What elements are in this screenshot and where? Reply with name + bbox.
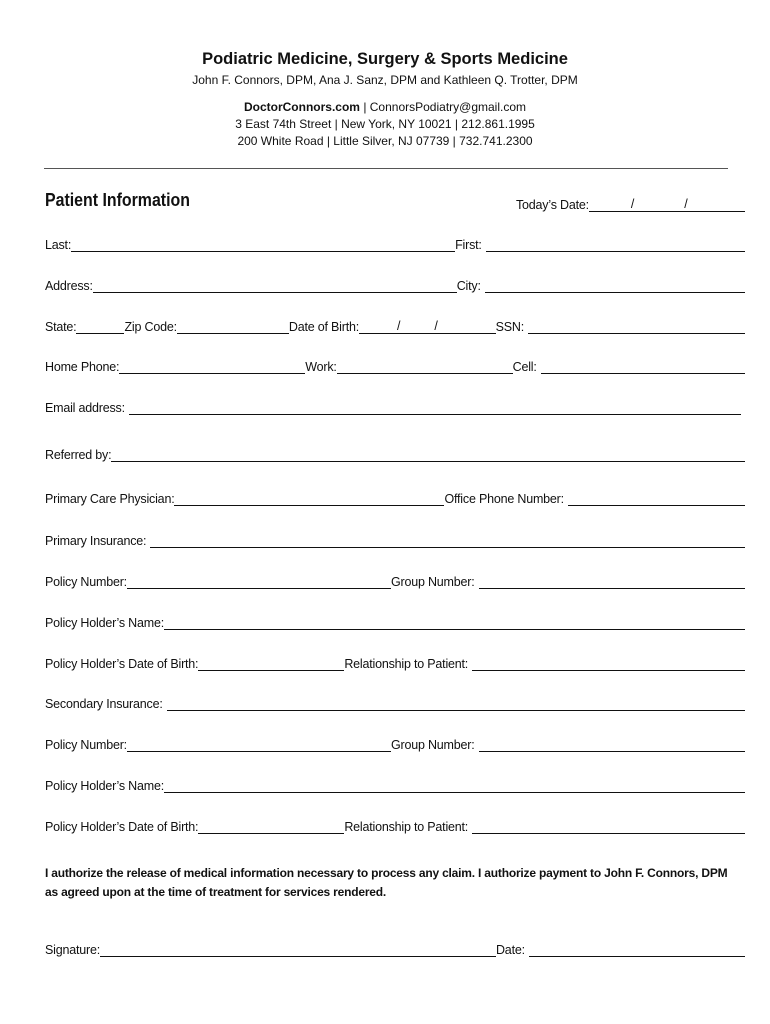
policy-holder-dob-label: Policy Holder’s Date of Birth:: [45, 657, 199, 671]
work-phone-label: Work:: [305, 360, 337, 374]
policy-number-label: Policy Number:: [45, 575, 127, 589]
todays-date-row: [516, 194, 745, 212]
referred-row: [45, 444, 745, 462]
address-new-york: 3 East 74th Street | New York, NY 10021 | 212.861.1995: [235, 117, 535, 131]
practice-title: Podiatric Medicine, Surgery & Sports Medicine: [202, 50, 568, 68]
email-label: Email address:: [45, 401, 125, 415]
office-phone-label: Office Phone Number:: [444, 492, 564, 506]
todays-date-day-field[interactable]: [634, 197, 684, 212]
home-phone-label: Home Phone:: [45, 360, 120, 374]
policy-holder-name-label: Policy Holder’s Name:: [45, 616, 164, 630]
secondary-holder-dob-row: [45, 816, 745, 834]
home-phone-field[interactable]: [119, 359, 305, 374]
relationship-label: Relationship to Patient:: [344, 657, 469, 671]
doctors-list: John F. Connors, DPM, Ana J. Sanz, DPM and Kathleen Q. Trotter, DPM: [192, 73, 578, 87]
primary-insurance-row: [45, 530, 745, 548]
state-field[interactable]: [76, 319, 124, 334]
primary-insurance-label: Primary Insurance:: [45, 534, 147, 548]
policy-holder-dob-label: Policy Holder’s Date of Birth:: [45, 820, 199, 834]
primary-relationship-field[interactable]: [472, 656, 745, 671]
primary-care-physician-field[interactable]: [174, 491, 444, 506]
policy-holder-name-label: Policy Holder’s Name:: [45, 779, 164, 793]
secondary-insurance-label: Secondary Insurance:: [45, 697, 163, 711]
secondary-policy-holder-name-field[interactable]: [164, 778, 745, 793]
office-phone-field[interactable]: [568, 491, 745, 506]
primary-group-number-field[interactable]: [479, 574, 746, 589]
state-zip-dob-ssn-row: [45, 316, 745, 334]
address-little-silver: 200 White Road | Little Silver, NJ 07739 | 732.741.2300: [237, 134, 533, 148]
secondary-policy-number-field[interactable]: [127, 737, 391, 752]
ssn-label: SSN:: [495, 320, 524, 334]
zip-code-field[interactable]: [177, 319, 289, 334]
signature-field[interactable]: [100, 942, 496, 957]
primary-policy-holder-dob-field[interactable]: [198, 656, 344, 671]
signature-row: [45, 939, 745, 957]
section-title: Patient Information: [45, 189, 190, 210]
phone-row: [45, 356, 745, 374]
work-phone-field[interactable]: [337, 359, 513, 374]
primary-policy-number-field[interactable]: [127, 574, 391, 589]
zip-code-label: Zip Code:: [124, 320, 177, 334]
policy-number-label: Policy Number:: [45, 738, 127, 752]
state-label: State:: [45, 320, 77, 334]
signature-date-label: Date:: [495, 943, 525, 957]
ssn-field[interactable]: [528, 319, 745, 334]
last-name-label: Last:: [45, 238, 72, 252]
secondary-insurance-field[interactable]: [167, 696, 745, 711]
first-name-label: First:: [455, 238, 482, 252]
date-slash: /: [397, 319, 401, 333]
address-label: Address:: [45, 279, 93, 293]
referred-by-label: Referred by:: [45, 448, 112, 462]
name-row: [45, 234, 745, 252]
dob-year-field[interactable]: [438, 319, 496, 334]
todays-date-year-field[interactable]: [687, 197, 745, 212]
header-divider: [44, 168, 728, 169]
primary-holder-dob-row: [45, 653, 745, 671]
primary-insurance-field[interactable]: [150, 533, 745, 548]
primary-holder-name-row: [45, 612, 745, 630]
relationship-label: Relationship to Patient:: [344, 820, 469, 834]
secondary-policy-row: [45, 734, 745, 752]
email-text: | ConnorsPodiatry@gmail.com: [359, 100, 527, 114]
secondary-insurance-row: [45, 693, 745, 711]
email-field[interactable]: [129, 400, 741, 415]
website-link[interactable]: DoctorConnors.com: [243, 100, 360, 114]
secondary-policy-holder-dob-field[interactable]: [198, 819, 344, 834]
city-field[interactable]: [485, 278, 745, 293]
primary-policy-holder-name-field[interactable]: [164, 615, 745, 630]
address-row: [45, 275, 745, 293]
dob-month-field[interactable]: [359, 319, 397, 334]
secondary-group-number-field[interactable]: [479, 737, 746, 752]
cell-phone-label: Cell:: [512, 360, 537, 374]
authorization-statement: I authorize the release of medical information necessary to process any claim. I authorize payment to John F. Connors, DPM as agreed upon at the time of treatment for services rendered.: [45, 866, 728, 899]
primary-policy-row: [45, 571, 745, 589]
primary-care-physician-label: Primary Care Physician:: [45, 492, 175, 506]
date-slash: /: [434, 319, 438, 333]
address-field[interactable]: [93, 278, 457, 293]
dob-day-field[interactable]: [400, 319, 434, 334]
todays-date-label: Today’s Date:: [516, 198, 589, 212]
contact-line: [0, 100, 770, 114]
signature-date-field[interactable]: [529, 942, 745, 957]
last-name-field[interactable]: [71, 237, 455, 252]
pcp-row: [45, 488, 745, 506]
cell-phone-field[interactable]: [541, 359, 745, 374]
date-slash: /: [630, 197, 635, 211]
secondary-holder-name-row: [45, 775, 745, 793]
group-number-label: Group Number:: [390, 575, 475, 589]
signature-label: Signature:: [45, 943, 100, 957]
referred-by-field[interactable]: [111, 447, 745, 462]
first-name-field[interactable]: [486, 237, 745, 252]
city-label: City:: [456, 279, 481, 293]
todays-date-month-field[interactable]: [589, 197, 631, 212]
email-row: [45, 397, 745, 415]
date-of-birth-label: Date of Birth:: [288, 320, 360, 334]
secondary-relationship-field[interactable]: [472, 819, 745, 834]
date-slash: /: [684, 197, 688, 211]
group-number-label: Group Number:: [390, 738, 475, 752]
